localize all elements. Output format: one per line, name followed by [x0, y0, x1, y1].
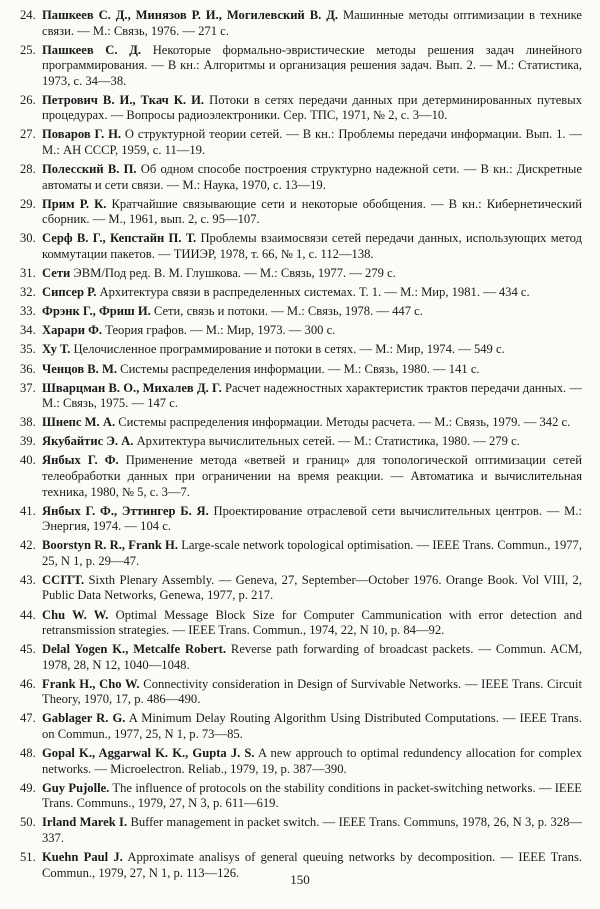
reference-number: 44. — [20, 607, 36, 622]
reference-body — [42, 711, 582, 742]
reference-entry — [20, 381, 582, 412]
reference-entry — [20, 453, 582, 500]
reference-entry — [20, 815, 582, 846]
reference-text: Потоки в сетях передачи данных при детерминированных путевых процедурах. — Вопросы радиоэлектроники. Сер. ТПС, 1971, № 2, с. 3—10. — [42, 92, 582, 123]
reference-authors: Пашкеев С. Д. — [42, 42, 142, 57]
reference-body — [42, 538, 582, 569]
reference-authors: Chu W. W. — [42, 607, 109, 622]
reference-number: 24. — [20, 8, 36, 22]
reference-number: 39. — [20, 434, 36, 449]
reference-number: 31. — [20, 266, 36, 281]
reference-authors: Полесский В. П. — [42, 162, 137, 177]
reference-number: 34. — [20, 323, 36, 338]
reference-entry — [20, 342, 582, 358]
reference-body — [42, 746, 582, 777]
reference-entry — [20, 573, 582, 604]
reference-number: 27. — [20, 127, 36, 142]
reference-text: Архитектура вычислительных сетей. — М.: Статистика, 1980. — 279 с. — [133, 434, 520, 449]
reference-entry — [20, 197, 582, 228]
reference-body — [42, 815, 582, 846]
reference-authors: Шварцман В. О., Михалев Д. Г. — [42, 380, 222, 395]
reference-number: 30. — [20, 231, 36, 246]
reference-body — [42, 8, 582, 39]
reference-authors: Frank H., Cho W. — [42, 676, 140, 691]
reference-text: Системы распределения информации. Методы расчета. — М.: Связь, 1979. — 342 с. — [115, 415, 571, 430]
reference-number: 38. — [20, 415, 36, 430]
reference-text: Проектирование отраслевой сети вычислительных центров. — М.: Энергия, 1974. — 104 с. — [42, 503, 582, 534]
reference-entry — [20, 266, 582, 282]
reference-body — [42, 434, 582, 450]
reference-text: Некоторые формально-эвристические методы решения задач линейного программирования. — В кн.: Алгоритмы и организация решения задач. Вып. 2. — М.: Статистика, 1973, с. 34—38. — [42, 42, 582, 88]
reference-number: 25. — [20, 42, 36, 57]
reference-text: Approximate analisys of general queuing networks by decomposition. — IEEE Trans. Commun., 1979, 27, N 1, p. 113—126. — [42, 850, 582, 880]
reference-text: A new approuch to optimal redundency allocation for complex networks. — Microelectron. Reliab., 1979, 19, p. 387—390. — [42, 746, 582, 776]
reference-number: 50. — [20, 815, 36, 830]
reference-authors: Ху Т. — [42, 342, 71, 357]
reference-body — [42, 381, 582, 412]
reference-number: 42. — [20, 538, 36, 553]
reference-text: Optimal Message Block Size for Computer Cammunication with error detection and retransmission strategies. — IEEE Trans. Commun., 1974, 22, N 10, p. 84—92. — [42, 607, 582, 638]
reference-authors: Петрович В. И., Ткач К. И. — [42, 92, 205, 107]
reference-body — [42, 342, 582, 358]
reference-number: 28. — [20, 162, 36, 177]
reference-text: Sixth Plenary Assembly. — Geneva, 27, September—October 1976. Orange Book. Vol VIII, 2, Public Data Networks, Genewa, 1977, p. 217. — [42, 572, 582, 603]
reference-authors: Boorstyn R. R., Frank H. — [42, 538, 178, 553]
reference-body — [42, 677, 582, 708]
reference-text: Connectivity consideration in Design of Survivable Networks. — IEEE Trans. Circuit Theory, 1970, 17, p. 486—490. — [42, 676, 582, 707]
reference-authors: Пашкеев С. Д., Минязов Р. И., Могилевский В. Д. — [42, 8, 339, 22]
reference-entry — [20, 285, 582, 301]
reference-number: 29. — [20, 196, 36, 211]
reference-text: Reverse path forwarding of broadcast packets. — Commun. ACM, 1978, 28, N 12, 1040—1048. — [42, 642, 582, 672]
reference-authors: Серф В. Г., Кепстайн П. Т. — [42, 231, 197, 246]
reference-number: 36. — [20, 361, 36, 376]
reference-text: Системы распределения информации. — М.: Связь, 1980. — 141 с. — [117, 361, 480, 376]
reference-number: 41. — [20, 503, 36, 518]
reference-body — [42, 197, 582, 228]
reference-entry — [20, 415, 582, 431]
reference-number: 32. — [20, 285, 36, 300]
reference-entry — [20, 43, 582, 90]
reference-authors: Шнепс М. А. — [42, 415, 116, 430]
reference-entry — [20, 781, 582, 812]
reference-text: Архитектура связи в распределенных системах. Т. 1. — М.: Мир, 1981. — 434 с. — [96, 285, 530, 300]
reference-number: 37. — [20, 380, 36, 395]
reference-text: The influence of protocols on the stability conditions in packet-switching networks. — IEEE Trans. Communs., 1979, 27, N 3, p. 611—619. — [42, 780, 582, 811]
reference-text: О структурной теории сетей. — В кн.: Проблемы передачи информации. Вып. 1. — М.: АН СССР, 1959, с. 11—19. — [42, 127, 583, 158]
reference-authors: CCITT. — [42, 572, 85, 587]
reference-authors: Delal Yogen K., Metcalfe Robert. — [42, 642, 226, 657]
reference-body — [42, 127, 582, 158]
reference-number: 45. — [20, 642, 36, 657]
reference-entry — [20, 642, 582, 673]
page-number: 150 — [290, 872, 310, 887]
reference-number: 33. — [20, 304, 36, 319]
reference-authors: Янбых Г. Ф., Эттингер Б. Я. — [42, 503, 209, 518]
reference-text: Применение метода «ветвей и границ» для топологической оптимизации сетей телеобработки данных при ограничении на время реакции. — Автоматика и вычислительная техника, 1980, № 5, с. 3—7. — [42, 453, 583, 499]
reference-authors: Фрэнк Г., Фриш И. — [42, 304, 151, 319]
reference-body — [42, 781, 582, 812]
reference-text: Large-scale network topological optimisation. — IEEE Trans. Commun., 1977, 25, N 1, p. 29—47. — [42, 538, 582, 568]
reference-entry — [20, 677, 582, 708]
reference-number: 46. — [20, 676, 36, 691]
reference-authors: Ченцов В. М. — [42, 361, 118, 376]
reference-number: 35. — [20, 342, 36, 357]
reference-entry — [20, 434, 582, 450]
reference-entry — [20, 93, 582, 124]
reference-entry — [20, 711, 582, 742]
reference-text: ЭВМ/Под ред. В. М. Глушкова. — М.: Связь, 1977. — 279 с. — [70, 266, 396, 281]
reference-entry — [20, 304, 582, 320]
reference-authors: Gopal K., Aggarwal K. K., Gupta J. S. — [42, 746, 255, 761]
reference-entry — [20, 746, 582, 777]
reference-body — [42, 362, 582, 378]
reference-entry — [20, 8, 582, 39]
reference-authors: Guy Pujolle. — [42, 780, 110, 795]
reference-list — [20, 8, 582, 881]
reference-body — [42, 573, 582, 604]
reference-body — [42, 504, 582, 535]
reference-body — [42, 162, 582, 193]
reference-entry — [20, 127, 582, 158]
reference-entry — [20, 323, 582, 339]
reference-authors: Якубайтис Э. А. — [42, 434, 134, 449]
reference-authors: Irland Marek I. — [42, 815, 128, 830]
reference-entry — [20, 162, 582, 193]
reference-text: Теория графов. — М.: Мир, 1973. — 300 с. — [102, 323, 336, 338]
reference-text: Кратчайшие связывающие сети и некоторые обобщения. — В кн.: Кибернетический сборник. — М., 1961, вып. 2, с. 95—107. — [42, 196, 582, 227]
reference-body — [42, 93, 582, 124]
reference-authors: Поваров Г. Н. — [42, 127, 122, 142]
reference-number: 48. — [20, 746, 36, 761]
reference-body — [42, 608, 582, 639]
reference-authors: Сипсер Р. — [42, 285, 97, 300]
reference-number: 40. — [20, 453, 36, 468]
reference-authors: Харари Ф. — [42, 323, 103, 338]
reference-authors: Gablager R. G. — [42, 711, 126, 726]
reference-text: Целочисленное программирование и потоки в сетях. — М.: Мир, 1974. — 549 с. — [70, 342, 505, 357]
reference-text: Расчет надежностных характеристик трактов передачи данных. — М.: Связь, 1975. — 147 с. — [42, 380, 582, 411]
reference-text: Buffer management in packet switch. — IEEE Trans. Communs, 1978, 26, N 3, p. 328—337. — [42, 815, 582, 845]
reference-body — [42, 231, 582, 262]
reference-body — [42, 415, 582, 431]
reference-number: 47. — [20, 711, 36, 726]
reference-number: 49. — [20, 780, 36, 795]
reference-number: 26. — [20, 92, 36, 107]
reference-authors: Янбых Г. Ф. — [42, 453, 119, 468]
reference-body — [42, 323, 582, 339]
reference-authors: Сети — [42, 266, 71, 281]
reference-entry — [20, 538, 582, 569]
reference-body — [42, 453, 582, 500]
reference-number: 51. — [20, 850, 36, 865]
reference-entry — [20, 231, 582, 262]
reference-entry — [20, 504, 582, 535]
reference-body — [42, 43, 582, 90]
reference-text: Машинные методы оптимизации в технике связи. — М.: Связь, 1976. — 271 с. — [42, 8, 582, 38]
reference-text: Проблемы взаимосвязи сетей передачи данных, использующих метод коммутации пакетов. — ТИИЭР, 1978, т. 66, № 1, с. 112—138. — [42, 231, 582, 261]
reference-authors: Kuehn Paul J. — [42, 850, 123, 865]
reference-body — [42, 285, 582, 301]
reference-body — [42, 266, 582, 282]
reference-body — [42, 304, 582, 320]
reference-authors: Прим Р. К. — [42, 196, 107, 211]
reference-entry — [20, 608, 582, 639]
reference-number: 43. — [20, 572, 36, 587]
reference-text: A Minimum Delay Routing Algorithm Using Distributed Computations. — IEEE Trans. on Commun., 1977, 25, N 1, p. 73—85. — [42, 711, 582, 741]
reference-text: Об одном способе построения структурно надежной сети. — В кн.: Дискретные автоматы и сети связи. — М.: Наука, 1970, с. 13—19. — [42, 162, 582, 192]
reference-body — [42, 642, 582, 673]
reference-entry — [20, 362, 582, 378]
reference-text: Сети, связь и потоки. — М.: Связь, 1978. — 447 с. — [150, 304, 423, 319]
